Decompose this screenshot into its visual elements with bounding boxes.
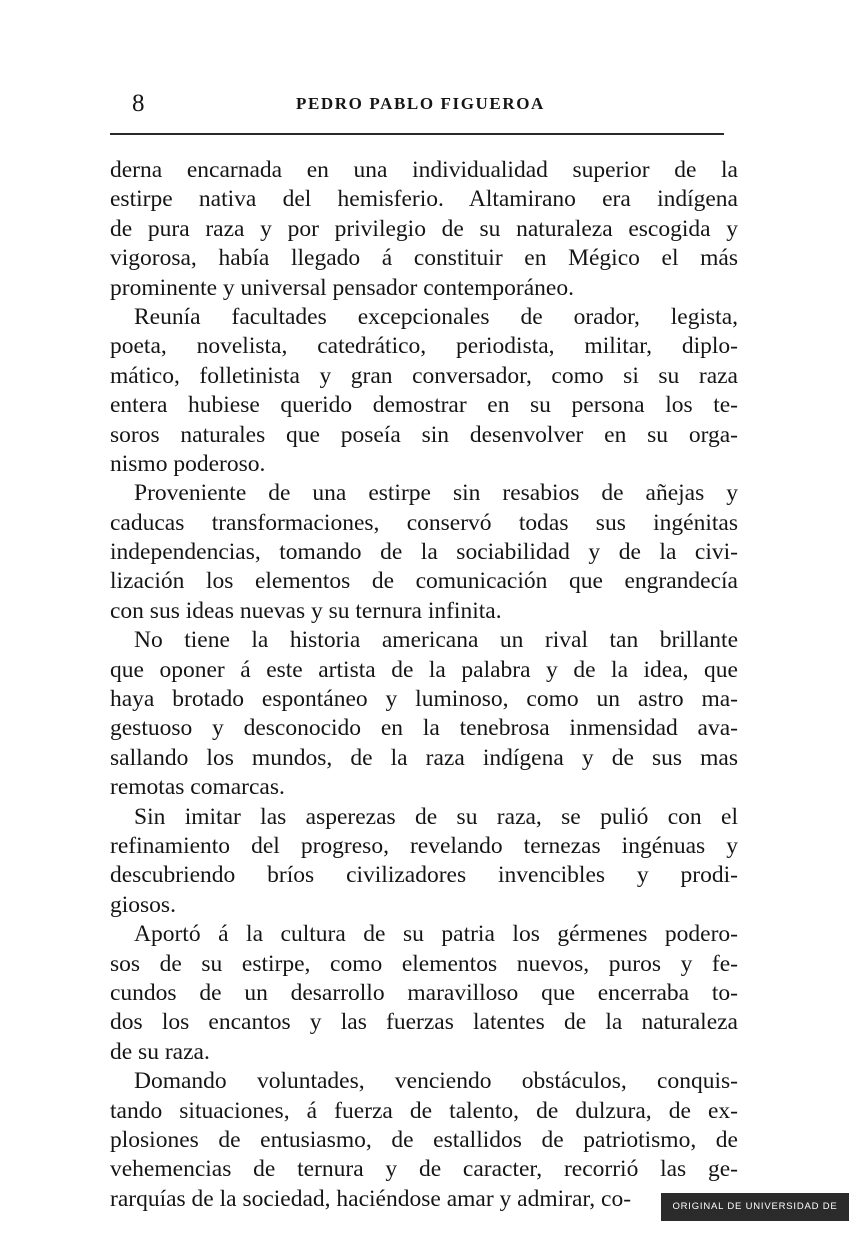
text-line: soros naturales que poseía sin desenvolver en su orga- [110, 421, 738, 448]
page-number: 8 [132, 90, 145, 117]
text-line: refinamiento del progreso, revelando ternezas ingénuas y [110, 832, 738, 859]
running-title: PEDRO PABLO FIGUEROA [296, 94, 545, 113]
text-line: gestuoso y desconocido en la tenebrosa inmensidad ava- [110, 715, 738, 742]
text-line: de pura raza y por privilegio de su naturaleza escogida y [110, 215, 738, 242]
text-line: rarquías de la sociedad, haciéndose amar y admirar, co- [110, 1185, 632, 1212]
text-line: que oponer á este artista de la palabra y de la idea, que [110, 656, 738, 683]
paragraph [110, 303, 738, 479]
text-line: tando situaciones, á fuerza de talento, de dulzura, de ex- [110, 1097, 738, 1124]
text-line: Aportó á la cultura de su patria los gérmenes podero- [134, 921, 738, 948]
text-line: sallando los mundos, de la raza indígena y de sus mas [110, 744, 738, 771]
text-line: poeta, novelista, catedrático, periodista, militar, diplo- [110, 333, 738, 360]
body-text [110, 156, 738, 1214]
text-line: remotas comarcas. [110, 774, 285, 801]
text-line: giosos. [110, 891, 176, 918]
text-line: descubriendo bríos civilizadores invencibles y prodi- [110, 862, 738, 889]
text-line: sos de su estirpe, como elementos nuevos, puros y fe- [110, 950, 738, 977]
watermark: ORIGINAL DE UNIVERSIDAD DE CHILE [661, 1193, 849, 1221]
text-line: caducas transformaciones, conservó todas sus ingénitas [110, 509, 738, 536]
paragraph [110, 479, 738, 626]
text-line: Reunía facultades excepcionales de orador, legista, [134, 303, 738, 330]
text-line: con sus ideas nuevas y su ternura infinita. [110, 597, 502, 624]
text-line: dos los encantos y las fuerzas latentes de la naturaleza [110, 1009, 738, 1036]
text-line: nismo poderoso. [110, 450, 266, 477]
text-line: entera hubiese querido demostrar en su persona los te- [110, 392, 738, 419]
page-header [110, 86, 736, 120]
paragraph [110, 1067, 738, 1214]
text-line: haya brotado espontáneo y luminoso, como un astro ma- [110, 686, 738, 713]
paragraph [110, 920, 738, 1067]
text-line: vehemencias de ternura y de caracter, recorrió las ge- [110, 1156, 738, 1183]
text-line: No tiene la historia americana un rival tan brillante [134, 627, 738, 654]
text-line: prominente y universal pensador contemporáneo. [110, 274, 574, 301]
text-line: lización los elementos de comunicación que engrandecía [110, 568, 738, 595]
text-line: Sin imitar las asperezas de su raza, se pulió con el [134, 803, 738, 830]
text-line: independencias, tomando de la sociabilidad y de la civi- [110, 539, 738, 566]
text-line: derna encarnada en una individualidad superior de la [110, 157, 738, 183]
paragraph [110, 626, 738, 802]
text-line: estirpe nativa del hemisferio. Altamirano era indígena [110, 186, 738, 213]
text-line: de su raza. [110, 1038, 210, 1065]
header-rule [110, 133, 724, 135]
text-line: Proveniente de una estirpe sin resabios de añejas y [134, 480, 738, 507]
text-line: plosiones de entusiasmo, de estallidos de patriotismo, de [110, 1126, 738, 1153]
paragraph [110, 156, 738, 303]
text-line: cundos de un desarrollo maravilloso que encerraba to- [110, 979, 738, 1006]
text-line: vigorosa, había llegado á constituir en Mégico el más [110, 245, 738, 272]
text-line: mático, folletinista y gran conversador, como si su raza [110, 362, 738, 389]
text-line: Domando voluntades, venciendo obstáculos, conquis- [134, 1068, 738, 1095]
paragraph [110, 803, 738, 921]
